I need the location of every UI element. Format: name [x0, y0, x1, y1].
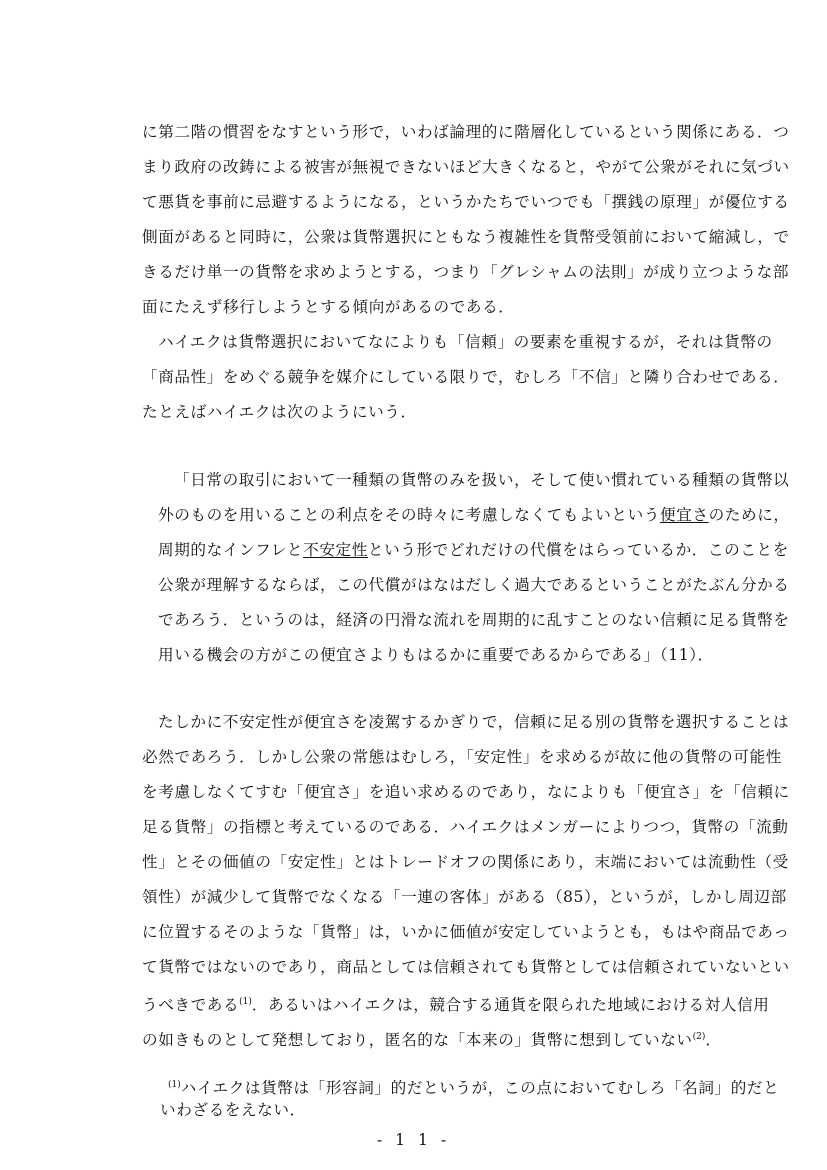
paragraph3-line: 領性）が減少して貨幣でなくなる「一連の客体」がある（85），というが，しかし周辺部: [142, 888, 787, 906]
paragraph3-line: に位置するそのような「貨幣」は，いかに価値が安定していようとも，もはや商品であっ: [142, 923, 790, 941]
quote-text: という形でどれだけの代償をはらっているか．このことを: [367, 541, 789, 559]
paragraph3-line: 足る貨幣」の指標と考えているのである．ハイエクはメンガーによりつつ，貨幣の「流動: [142, 818, 789, 836]
footnote-text: ハイエクは貨幣は「形容詞」的だというが，この点においてむしろ「名詞」的だと: [180, 1079, 780, 1097]
paragraph3-text: ．: [705, 1031, 722, 1049]
footnote-line: いわざるをえない．: [160, 1101, 306, 1119]
quote-underlined-text: 不安定性: [303, 541, 368, 559]
quote-text: のために，: [708, 506, 790, 524]
quote-line: であろう．というのは，経済の円滑な流れを周期的に乱すことのない信頼に足る貨幣を: [158, 611, 790, 629]
quote-line: [158, 505, 790, 525]
footnote-ref: (1): [239, 997, 252, 1007]
quote-line: [158, 540, 789, 560]
paragraph3-text: うべきである: [142, 996, 240, 1014]
paragraph1-line: 側面があると同時に，公衆は貨幣選択にともなう複雑性を貨幣受領前において縮減し，で: [142, 228, 790, 246]
quote-text: 周期的なインフレと: [158, 541, 304, 559]
paragraph1-line: まり政府の改鋳による被害が無視できないほど大きくなると，やがて公衆がそれに気づい: [142, 158, 790, 176]
paragraph3-text: の如きものとして発想しており，匿名的な「本来の」貨幣に想到していない: [142, 1031, 693, 1049]
paragraph3-line: を考慮しなくてすむ「便宜さ」を追い求めるのであり，なによりも「便宜さ」を「信頼に: [142, 783, 790, 801]
paragraph1-line: きるだけ単一の貨幣を求めようとする，つまり「グレシャムの法則」が成り立つような部: [142, 263, 790, 281]
quote-underlined-text: 便宜さ: [660, 506, 709, 524]
page-number: - 1 1 -: [376, 1131, 451, 1149]
footnote-marker: (1): [168, 1080, 181, 1090]
paragraph1-line: 面にたえず移行しようとする傾向があるのである．: [142, 298, 515, 316]
quote-line: 用いる機会の方がこの便宜さよりもはるかに重要であるからである」（11）．: [158, 646, 714, 664]
footnote-line: [168, 1075, 779, 1098]
paragraph2-line: たとえばハイエクは次のようにいう．: [142, 403, 417, 421]
footnote-ref: (2): [692, 1032, 706, 1042]
paragraph3-line: 性」とその価値の「安定性」とはトレードオフの関係にあり，末端においては流動性（受: [142, 853, 789, 871]
paragraph3-line: たしかに不安定性が便宜さを凌駕するかぎりで，信頼に足る別の貨幣を選択することは: [158, 713, 790, 731]
paragraph1-line: て悪貨を事前に忌避するようになる，というかたちでいつでも「撰銭の原理」が優位する: [142, 193, 790, 211]
paragraph3-line: て貨幣ではないのであり，商品としては信頼されても貨幣としては信頼されていないとい: [142, 958, 790, 976]
paragraph3-line: [142, 1027, 722, 1050]
quote-text: 外のものを用いることの利点をその時々に考慮しなくてもよいという: [158, 506, 661, 524]
quote-line: 「日常の取引において一種類の貨幣のみを扱い，そして使い慣れている種類の貨幣以: [174, 471, 790, 489]
paragraph3-line: [142, 992, 770, 1015]
paragraph3-line: 必然であろう．しかし公衆の常態はむしろ，「安定性」を求めるが故に他の貨幣の可能性: [142, 748, 782, 766]
paragraph3-text: ．あるいはハイエクは，競合する通貨を限られた地域における対人信用: [251, 996, 770, 1014]
paragraph2-line: ハイエクは貨幣選択においてなによりも「信頼」の要素を重視するが，それは貨幣の: [158, 333, 773, 351]
paragraph1-line: に第二階の慣習をなすという形で，いわば論理的に階層化しているという関係にある．つ: [142, 123, 790, 141]
paragraph2-line: 「商品性」をめぐる競争を媒介にしている限りで，むしろ「不信」と隣り合わせである．: [142, 368, 790, 386]
quote-line: 公衆が理解するならば，この代償がはなはだしく過大であるということがたぶん分かる: [158, 576, 790, 594]
